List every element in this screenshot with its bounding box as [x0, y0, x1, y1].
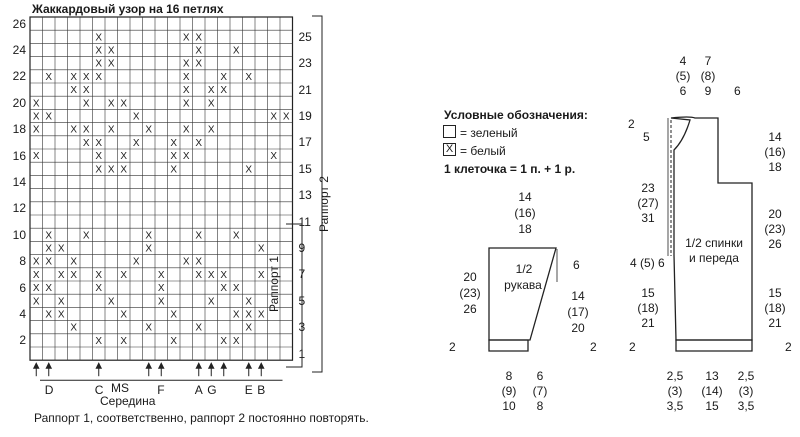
grid-cross-mark: X — [82, 230, 90, 242]
right-row-number: 3 — [298, 320, 306, 335]
grid-cross-mark: X — [195, 58, 203, 70]
grid-cross-mark: X — [32, 151, 40, 163]
sleeve-hem — [489, 340, 528, 351]
grid-cross-mark: X — [82, 124, 90, 136]
body-right-upper-1: 14 — [768, 130, 782, 144]
right-row-number: 25 — [298, 29, 312, 44]
column-arrow-head — [34, 363, 39, 368]
sleeve-hem-left: 2 — [449, 340, 456, 354]
grid-cross-mark: X — [245, 322, 253, 334]
left-row-number: 8 — [19, 254, 26, 269]
grid-cross-mark: X — [32, 98, 40, 110]
legend-white-symbol: X — [445, 143, 454, 155]
body-left-upper-1: 23 — [641, 181, 655, 195]
grid-cross-mark: X — [232, 230, 240, 242]
right-row-number: 1 — [298, 346, 306, 361]
grid-cross-mark: X — [170, 151, 178, 163]
sleeve-left-1: 20 — [463, 270, 477, 284]
left-row-number: 20 — [12, 95, 26, 110]
body-right-upper-2: (16) — [764, 145, 786, 159]
grid-cross-mark: X — [95, 283, 103, 295]
body-left-upper-3: 31 — [641, 211, 655, 225]
body-left-lower-3: 21 — [641, 316, 655, 330]
sleeve-right-3: 20 — [571, 321, 585, 335]
grid-cross-mark: X — [107, 164, 115, 176]
grid-cross-mark: X — [107, 58, 115, 70]
grid-cross-mark: X — [157, 283, 165, 295]
grid-cross-mark: X — [82, 85, 90, 97]
grid-cross-mark: X — [132, 111, 140, 123]
body-bottom-center-2: (14) — [701, 384, 723, 398]
left-row-number: 12 — [12, 201, 26, 216]
column-arrow-head — [221, 363, 226, 368]
right-row-number: 13 — [298, 188, 312, 203]
right-row-number: 21 — [298, 82, 312, 97]
grid-cross-mark: X — [195, 322, 203, 334]
grid-cross-mark: X — [220, 283, 228, 295]
grid-cross-mark: X — [120, 335, 128, 347]
body-right-middle-3: 26 — [768, 237, 782, 251]
grid-cross-mark: X — [182, 71, 190, 83]
body-hem — [676, 340, 752, 351]
repeat-1-text: Раппорт 1 — [267, 256, 281, 312]
sleeve-bottom-left-3: 10 — [502, 399, 516, 413]
grid-cross-mark: X — [245, 71, 253, 83]
sleeve-hem-right: 2 — [590, 340, 597, 354]
grid-cross-mark: X — [70, 124, 78, 136]
grid-cross-mark: X — [157, 296, 165, 308]
grid-cross-mark: X — [232, 335, 240, 347]
right-row-number: 17 — [298, 135, 312, 150]
body-top-col2-3: 9 — [704, 84, 712, 98]
jacquard-grid — [30, 17, 293, 360]
sleeve-top-3: 18 — [518, 222, 532, 236]
grid-cross-mark: X — [207, 85, 215, 97]
sleeve-top-1: 14 — [518, 190, 532, 204]
grid-cross-mark: X — [82, 71, 90, 83]
bottom-letter: F — [157, 383, 165, 398]
grid-cross-mark: X — [120, 98, 128, 110]
body-top-col3: 6 — [734, 84, 741, 98]
body-neck-left: 2 — [628, 117, 635, 131]
repeat-2-text: Раппорт 2 — [317, 176, 331, 232]
grid-cross-mark: X — [32, 269, 40, 281]
column-arrow-head — [96, 363, 101, 368]
grid-cross-mark: X — [32, 296, 40, 308]
footnote: Раппорт 1, соответственно, раппорт 2 постоянно повторять. — [34, 411, 369, 425]
grid-cross-mark: X — [220, 269, 228, 281]
column-arrow-head — [196, 363, 201, 368]
bottom-letter: B — [257, 383, 266, 398]
bottom-arrows — [34, 363, 283, 380]
grid-cross-mark: X — [245, 164, 253, 176]
grid-cross-mark: X — [45, 256, 53, 268]
sleeve-bottom-left-1: 8 — [505, 369, 513, 383]
body-top-col2-1: 7 — [704, 54, 712, 68]
grid-cross-mark: X — [120, 164, 128, 176]
grid-cross-mark: X — [70, 256, 78, 268]
grid-cross-mark: X — [32, 283, 40, 295]
grid-cross-mark: X — [132, 137, 140, 149]
grid-cross-mark: X — [45, 283, 53, 295]
body-side-mark-c: 6 — [658, 256, 665, 270]
legend-note: 1 клеточка = 1 п. + 1 р. — [444, 162, 576, 176]
column-arrow-head — [246, 363, 251, 368]
left-row-number: 22 — [12, 69, 26, 84]
grid-cross-mark: X — [145, 230, 153, 242]
grid-cross-mark: X — [220, 85, 228, 97]
bottom-letter: A — [194, 383, 203, 398]
grid-cross-mark: X — [257, 309, 265, 321]
right-row-number: 23 — [298, 56, 312, 71]
body-left-lower-1: 15 — [641, 286, 655, 300]
grid-cross-mark: X — [170, 309, 178, 321]
left-row-number: 10 — [12, 227, 26, 242]
grid-cross-mark: X — [195, 269, 203, 281]
grid-cross-mark: X — [132, 256, 140, 268]
legend-green-text: = зеленый — [460, 126, 518, 140]
legend-green-box — [443, 125, 456, 138]
right-row-number: 5 — [298, 293, 306, 308]
column-arrow-head — [259, 363, 264, 368]
right-row-number: 15 — [298, 161, 312, 176]
grid-cross-mark: X — [120, 309, 128, 321]
grid-cross-mark: X — [95, 32, 103, 44]
grid-cross-mark: X — [45, 230, 53, 242]
body-hem-right: 2 — [785, 340, 792, 354]
body-bottom-right-2: (3) — [738, 384, 754, 398]
grid-cross-mark: X — [232, 309, 240, 321]
grid-cross-mark: X — [107, 45, 115, 57]
column-arrow-head — [159, 363, 164, 368]
grid-cross-mark: X — [182, 85, 190, 97]
grid-cross-mark: X — [182, 256, 190, 268]
grid-cross-mark: X — [245, 309, 253, 321]
grid-cross-mark: X — [107, 296, 115, 308]
grid-cross-mark: X — [107, 124, 115, 136]
grid-cross-mark: X — [32, 124, 40, 136]
middle-label: Середина — [100, 394, 156, 408]
sleeve-bottom-left-2: (9) — [501, 384, 517, 398]
grid-cross-mark: X — [82, 98, 90, 110]
grid-cross-mark: X — [170, 137, 178, 149]
legend-title: Условные обозначения: — [444, 108, 588, 122]
body-left-upper-2: (27) — [637, 196, 659, 210]
body-outline — [671, 117, 752, 340]
grid-cross-mark: X — [245, 296, 253, 308]
grid-cross-mark: X — [220, 335, 228, 347]
left-row-number: 14 — [12, 175, 26, 189]
grid-cross-mark: X — [207, 98, 215, 110]
body-bottom-left-1: 2,5 — [666, 369, 684, 383]
body-bottom-center-3: 15 — [705, 399, 719, 413]
sleeve-label-2: рукава — [504, 278, 542, 292]
grid-cross-mark: X — [95, 164, 103, 176]
sleeve-bottom-right-1: 6 — [536, 369, 544, 383]
body-side-mark-a: 4 — [630, 256, 637, 270]
grid-cross-mark: X — [270, 111, 278, 123]
column-arrow-head — [146, 363, 151, 368]
grid-cross-mark: X — [70, 269, 78, 281]
chart-title: Жаккардовый узор на 16 петлях — [32, 2, 224, 16]
sleeve-right-top: 6 — [573, 258, 580, 272]
bottom-letter: D — [44, 383, 54, 398]
body-bottom-right-1: 2,5 — [737, 369, 755, 383]
grid-cross-mark: X — [207, 269, 215, 281]
left-row-number: 26 — [12, 16, 26, 31]
grid-cross-mark: X — [45, 309, 53, 321]
body-left-lower-2: (18) — [637, 301, 659, 315]
sleeve-right-1: 14 — [571, 289, 585, 303]
grid-cross-mark: X — [195, 45, 203, 57]
grid-cross-mark: X — [182, 98, 190, 110]
right-row-number: 19 — [298, 109, 312, 123]
grid-cross-mark: X — [107, 98, 115, 110]
body-right-lower-2: (18) — [764, 301, 786, 315]
body-bottom-left-3: 3,5 — [666, 399, 684, 413]
grid-cross-mark: X — [157, 269, 165, 281]
grid-cross-mark: X — [95, 45, 103, 57]
grid-cross-mark: X — [45, 243, 53, 255]
grid-cross-mark: X — [257, 243, 265, 255]
sleeve-label-1: 1/2 — [515, 262, 533, 276]
body-label-2: и переда — [689, 251, 739, 265]
body-top-col2-2: (8) — [700, 69, 716, 83]
grid-cross-mark: X — [182, 58, 190, 70]
body-bottom-left-2: (3) — [667, 384, 683, 398]
right-row-number: 11 — [298, 214, 311, 229]
body-side-mark — [630, 257, 665, 269]
grid-cross-mark: X — [120, 151, 128, 163]
grid-cross-mark: X — [195, 137, 203, 149]
left-row-number: 2 — [19, 333, 26, 348]
repeat-2-label — [318, 176, 330, 232]
grid-cross-mark: X — [95, 137, 103, 149]
right-row-number: 9 — [298, 241, 306, 255]
sleeve-left-2: (23) — [459, 286, 481, 300]
body-hem-left: 2 — [629, 340, 636, 354]
left-row-number: 18 — [12, 122, 26, 137]
bottom-letter: E — [244, 383, 253, 398]
sleeve-left-3: 26 — [463, 302, 477, 316]
body-side-mark-b: (5) — [640, 256, 655, 270]
grid-cross-mark: X — [57, 269, 65, 281]
body-neck-depth: 5 — [643, 130, 650, 144]
grid-cross-mark: X — [182, 151, 190, 163]
grid-cross-mark: X — [95, 335, 103, 347]
body-right-upper-3: 18 — [768, 160, 782, 174]
left-row-number: 24 — [12, 43, 26, 57]
grid-cross-mark: X — [220, 71, 228, 83]
left-row-number: 16 — [12, 148, 26, 163]
bottom-letter: C — [94, 383, 104, 398]
grid-cross-mark: X — [70, 71, 78, 83]
grid-cross-mark: X — [207, 296, 215, 308]
grid-cross-mark: X — [32, 111, 40, 123]
grid-cross-mark: X — [195, 32, 203, 44]
grid-cross-mark: X — [145, 243, 153, 255]
sleeve-bottom-right-3: 8 — [536, 399, 544, 413]
grid-cross-mark: X — [57, 309, 65, 321]
body-right-middle-1: 20 — [768, 207, 782, 221]
grid-cross-mark: X — [82, 137, 90, 149]
grid-cross-mark: X — [170, 335, 178, 347]
legend-white-box — [443, 143, 456, 156]
body-top-col1-3: 6 — [679, 84, 687, 98]
grid-cross-mark: X — [70, 85, 78, 97]
grid-cross-mark: X — [70, 322, 78, 334]
grid-cross-mark: X — [195, 230, 203, 242]
grid-cross-mark: X — [257, 269, 265, 281]
grid-cross-mark: X — [95, 151, 103, 163]
body-top-col1-2: (5) — [675, 69, 691, 83]
left-row-number: 6 — [19, 280, 26, 295]
grid-cross-mark: X — [57, 243, 65, 255]
grid-cross-mark: X — [182, 124, 190, 136]
grid-cross-mark: X — [195, 256, 203, 268]
body-top-col1-1: 4 — [679, 54, 687, 68]
sleeve-top-2: (16) — [514, 206, 536, 220]
grid-cross-mark: X — [145, 124, 153, 136]
grid-cross-mark: X — [182, 32, 190, 44]
body-pattern — [668, 117, 752, 351]
body-bottom-right-3: 3,5 — [737, 399, 755, 413]
body-right-middle-2: (23) — [764, 222, 786, 236]
grid-cross-mark: X — [120, 269, 128, 281]
grid-cross-mark: X — [32, 256, 40, 268]
grid-cross-mark: X — [95, 58, 103, 70]
legend-white-text: = белый — [460, 144, 506, 158]
grid-cross-mark: X — [57, 296, 65, 308]
grid-cross-mark: X — [282, 111, 290, 123]
grid-cross-mark: X — [270, 151, 278, 163]
grid-cross-mark: X — [45, 111, 53, 123]
grid-cross-mark: X — [145, 322, 153, 334]
grid-cross-mark: X — [232, 45, 240, 57]
sleeve-bottom-right-2: (7) — [532, 384, 548, 398]
bottom-letter: G — [207, 383, 217, 398]
body-right-lower-1: 15 — [768, 286, 782, 300]
body-label-1: 1/2 спинки — [685, 236, 743, 250]
body-right-lower-3: 21 — [768, 316, 782, 330]
column-arrow-head — [209, 363, 214, 368]
grid-cross-mark: X — [45, 71, 53, 83]
body-bottom-center-1: 13 — [705, 369, 719, 383]
grid-cross-mark: X — [95, 71, 103, 83]
ms-label: MS — [111, 381, 129, 395]
left-row-number: 4 — [19, 307, 26, 321]
grid-cross-mark: X — [170, 164, 178, 176]
sleeve-right-2: (17) — [567, 305, 589, 319]
grid-cross-mark: X — [232, 283, 240, 295]
right-row-number: 7 — [298, 267, 306, 282]
grid-cross-mark: X — [207, 124, 215, 136]
column-arrow-head — [46, 363, 51, 368]
grid-cross-mark: X — [95, 269, 103, 281]
